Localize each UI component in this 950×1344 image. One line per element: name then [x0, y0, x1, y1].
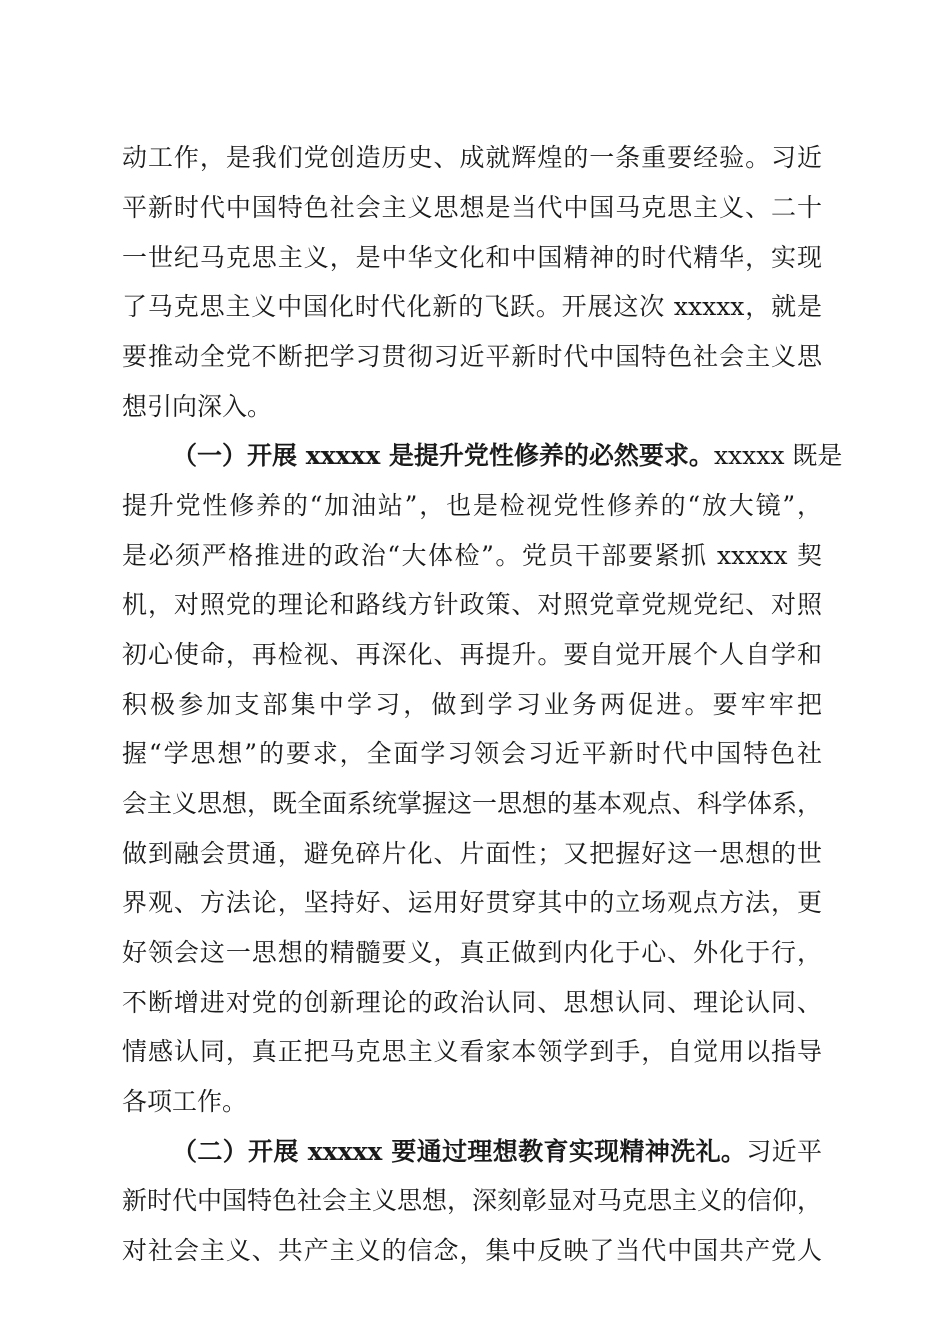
text-line: 动工作，是我们党创造历史、成就辉煌的一条重要经验。习近 — [122, 143, 822, 172]
text-fragment: 习近平 — [746, 1137, 822, 1166]
text-line: 握“学思想”的要求，全面学习领会习近平新时代中国特色社 — [122, 739, 822, 768]
text-line: 是必须严格推进的政治“大体检”。党员干部要紧抓 xxxxx 契 — [122, 541, 822, 570]
text-line: 情感认同，真正把马克思主义看家本领学到手，自觉用以指导 — [122, 1037, 822, 1066]
text-line: 要推动全党不断把学习贯彻习近平新时代中国特色社会主义思 — [122, 342, 822, 371]
text-line: 会主义思想，既全面系统掌握这一思想的基本观点、科学体系， — [122, 789, 823, 818]
text-line: 各项工作。 — [122, 1087, 248, 1116]
text-line: 一世纪马克思主义，是中华文化和中国精神的时代精华，实现 — [122, 243, 822, 272]
section-heading: （一）开展 xxxxx 是提升党性修养的必然要求。 — [172, 441, 714, 470]
section-heading: （二）开展 xxxxx 要通过理想教育实现精神洗礼。 — [172, 1137, 747, 1166]
text-line: 提升党性修养的“加油站”，也是检视党性修养的“放大镜”， — [122, 491, 822, 520]
text-line: 新时代中国特色社会主义思想，深刻彰显对马克思主义的信仰， — [122, 1186, 823, 1215]
text-line: 机，对照党的理论和路线方针政策、对照党章党规党纪、对照 — [122, 590, 822, 619]
text-line: 积极参加支部集中学习，做到学习业务两促进。要牢牢把 — [122, 690, 822, 719]
text-line: 做到融会贯通，避免碎片化、片面性；又把握好这一思想的世 — [122, 839, 822, 868]
section-heading-line — [172, 436, 843, 476]
text-line: 平新时代中国特色社会主义思想是当代中国马克思主义、二十 — [122, 193, 822, 222]
text-line: 了马克思主义中国化时代化新的飞跃。开展这次 xxxxx，就是 — [122, 292, 822, 321]
section-heading-line — [172, 1132, 822, 1172]
text-line: 初心使命，再检视、再深化、再提升。要自觉开展个人自学和 — [122, 640, 822, 669]
text-line: 对社会主义、共产主义的信念，集中反映了当代中国共产党人 — [122, 1236, 822, 1265]
text-line: 想引向深入。 — [122, 392, 273, 421]
text-line: 好领会这一思想的精髓要义，真正做到内化于心、外化于行， — [122, 938, 822, 967]
text-fragment: xxxxx 既是 — [713, 441, 843, 470]
text-line: 不断增进对党的创新理论的政治认同、思想认同、理论认同、 — [122, 988, 822, 1017]
text-line: 界观、方法论，坚持好、运用好贯穿其中的立场观点方法，更 — [122, 888, 822, 917]
